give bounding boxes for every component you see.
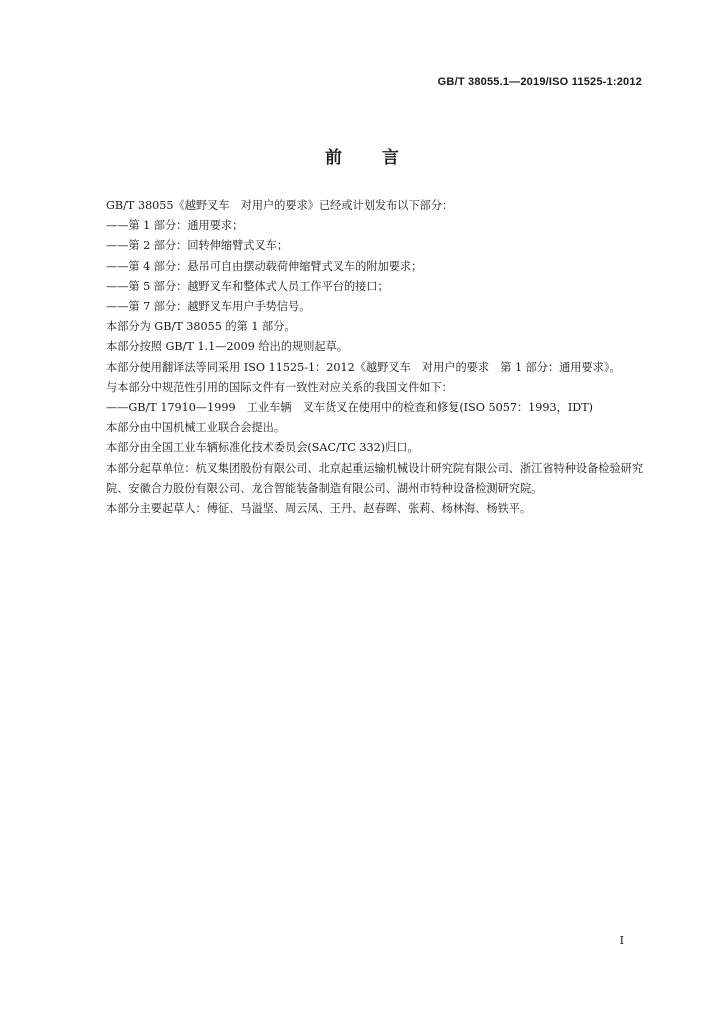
list-item-part-5: ——第 5 部分：越野叉车和整体式人员工作平台的接口； — [106, 279, 389, 293]
list-item-part-1: ——第 1 部分：通用要求； — [106, 219, 244, 233]
list-item-correspondence: ——GB/T 17910—1999 工业车辆 叉车货叉在使用中的检查和修复(ISO 5057：1993，IDT) — [106, 401, 594, 415]
paragraph-intro: GB/T 38055《越野叉车 对用户的要求》已经或计划发布以下部分： — [106, 199, 454, 212]
page-title: 前言 — [325, 148, 439, 168]
list-item-part-2: ——第 2 部分：回转伸缩臂式叉车； — [106, 239, 289, 253]
list-item-part-7: ——第 7 部分：越野叉车用户手势信号。 — [106, 300, 311, 314]
paragraph-drafting-rules: 本部分按照 GB/T 1.1—2009 给出的规则起草。 — [106, 340, 348, 354]
paragraph-drafters: 本部分主要起草人：傅征、马溢坚、周云凤、王丹、赵春晖、张莉、杨林海、杨铁平。 — [106, 502, 532, 516]
paragraph-drafting-units: 本部分起草单位：杭叉集团股份有限公司、北京起重运输机械设计研究院有限公司、浙江省特种设备检验研究院、安徽合力股份有限公司、龙合智能装备制造有限公司、湖州市特种设备检测研究院。 — [106, 461, 644, 495]
standard-code-header: GB/T 38055.1—2019/ISO 11525-1:2012 — [437, 76, 642, 88]
page-number: I — [619, 934, 624, 947]
paragraph-centralized-by: 本部分由全国工业车辆标准化技术委员会(SAC/TC 332)归口。 — [106, 441, 419, 455]
paragraph-correspondence: 与本部分中规范性引用的国际文件有一致性对应关系的我国文件如下： — [106, 380, 453, 394]
paragraph-part-scope: 本部分为 GB/T 38055 的第 1 部分。 — [106, 320, 296, 334]
paragraph-proposed-by: 本部分由中国机械工业联合会提出。 — [106, 421, 286, 435]
foreword-body — [84, 196, 646, 519]
list-item-part-4: ——第 4 部分：悬吊可自由摆动载荷伸缩臂式叉车的附加要求； — [106, 259, 423, 273]
paragraph-adoption: 本部分使用翻译法等同采用 ISO 11525-1：2012《越野叉车 对用户的要求 第 1 部分：通用要求》。 — [106, 360, 621, 374]
